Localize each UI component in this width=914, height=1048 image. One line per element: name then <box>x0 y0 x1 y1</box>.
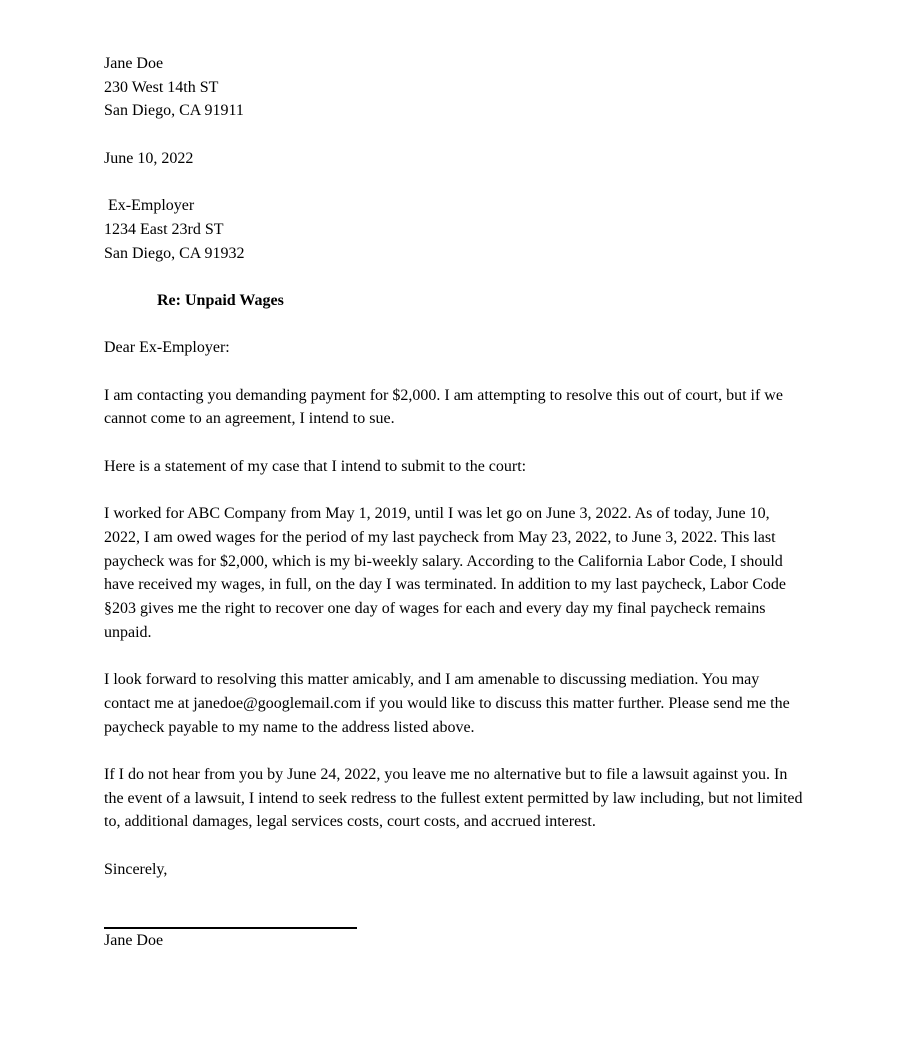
sender-city-state-zip: San Diego, CA 91911 <box>104 102 244 120</box>
body-paragraph-case-statement: I worked for ABC Company from May 1, 2019, until I was let go on June 3, 2022. As of today, June 10, 2022, I am owed wages for the period of my last paycheck from May 23, 2022, to June 3, 2022. This last paycheck was for $2,000, which is my bi-weekly salary. According to the California Labor Code, I should have received my wages, in full, on the day I was terminated. In addition to my last paycheck, Labor Code §203 gives me the right to recover one day of wages for each and every day my final paycheck remains unpaid. <box>104 505 787 641</box>
closing: Sincerely, <box>104 860 168 878</box>
sender-address-block <box>104 52 808 123</box>
signature-rule-line <box>104 905 357 929</box>
recipient-name: Ex-Employer <box>104 197 195 215</box>
body-paragraph-deadline: If I do not hear from you by June 24, 2022, you leave me no alternative but to file a lawsuit against you. In the event of a lawsuit, I intend to seek redress to the fullest extent permitted by law including, but not limited to, additional damages, legal services costs, court costs, and accrued interest. <box>104 765 803 831</box>
recipient-street: 1234 East 23rd ST <box>104 220 224 238</box>
recipient-address-block <box>104 194 808 265</box>
body-paragraph-resolution: I look forward to resolving this matter amicably, and I am amenable to discussing mediation. You may contact me at janedoe@googlemail.com if you would like to discuss this matter further. Please send me the paycheck payable to my name to the address listed above. <box>104 671 790 736</box>
recipient-city-state-zip: San Diego, CA 91932 <box>104 244 245 262</box>
signature-name: Jane Doe <box>104 931 164 949</box>
body-paragraph-statement-intro: Here is a statement of my case that I intend to submit to the court: <box>104 457 527 475</box>
body-paragraph-demand: I am contacting you demanding payment for $2,000. I am attempting to resolve this out of court, but if we cannot come to an agreement, I intend to sue. <box>104 386 783 428</box>
subject-line: Re: Unpaid Wages <box>157 291 284 309</box>
letter-date: June 10, 2022 <box>104 149 194 167</box>
sender-name: Jane Doe <box>104 55 164 72</box>
sender-street: 230 West 14th ST <box>104 78 219 96</box>
salutation: Dear Ex-Employer: <box>104 339 230 357</box>
